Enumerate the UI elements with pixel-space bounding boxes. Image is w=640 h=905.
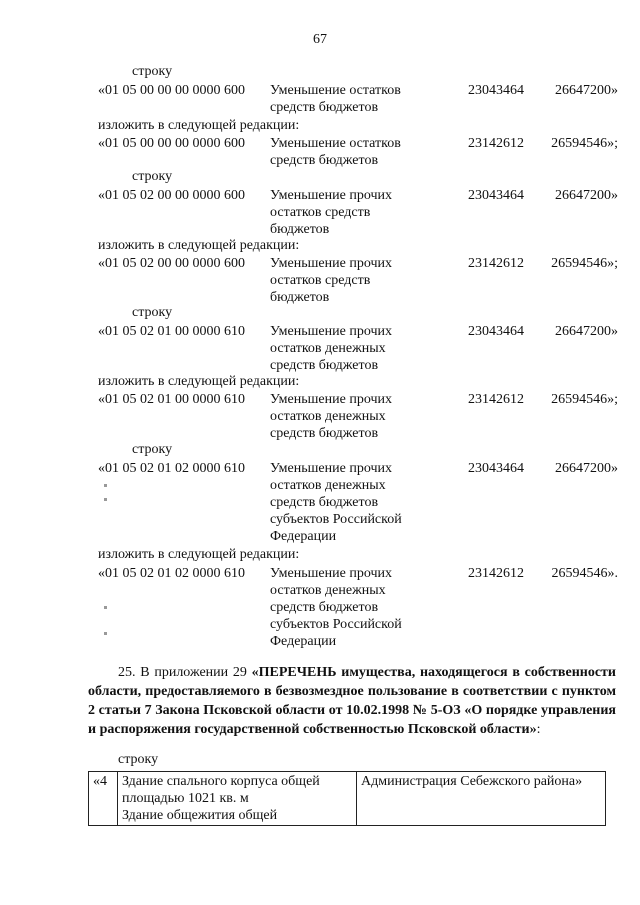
budget-item-name: Уменьшение прочих остатков денежных средств бюджетов [270,392,392,441]
budget-item-name: Уменьшение прочих остатков средств бюджетов [270,188,392,237]
budget-item-name: Уменьшение прочих остатков денежных средств бюджетов [270,324,392,373]
budget-value-2: 26647200» [555,461,618,476]
scan-mark [104,498,107,501]
row-label: строку [132,64,173,79]
budget-value-2: 26594546»; [551,392,618,407]
paragraph-bold-title: «ПЕРЕЧЕНЬ имущества, находящегося в собственности области, предоставляемого в безвозмездное пользование в соответствии с пунктом 2 статьи 7 Закона Псковской области от 10.02.1998 № 5-ОЗ «О порядке управления и распоряжения государственной собственностью Псковской области» [88,665,616,737]
budget-value-1: 23142612 [468,256,524,271]
budget-value-1: 23043464 [468,188,524,203]
budget-value-1: 23043464 [468,324,524,339]
page-number: 67 [313,32,327,47]
property-table [88,771,606,826]
property-line: Здание спального корпуса общей площадью 1021 кв. м [122,774,320,806]
property-description [118,772,357,826]
item-number: «4 [89,772,118,826]
budget-code: «01 05 02 01 00 0000 610 [98,324,245,339]
budget-item-name: Уменьшение прочих остатков денежных средств бюджетов субъектов Российской Федерации [270,566,402,649]
budget-value-2: 26647200» [555,324,618,339]
budget-value-1: 23142612 [468,566,524,581]
budget-value-1: 23142612 [468,136,524,151]
budget-value-2: 26647200» [555,83,618,98]
budget-code: «01 05 00 00 00 0000 600 [98,83,245,98]
budget-value-1: 23142612 [468,392,524,407]
table-row-label: строку [118,752,159,767]
row-label: изложить в следующей редакции: [98,374,300,389]
row-label: изложить в следующей редакции: [98,118,300,133]
amendment-paragraph [88,663,616,739]
budget-code: «01 05 02 01 02 0000 610 [98,461,245,476]
paragraph-intro: 25. В приложении 29 [118,665,252,680]
budget-value-2: 26647200» [555,188,618,203]
budget-code: «01 05 00 00 00 0000 600 [98,136,245,151]
budget-item-name: Уменьшение остатков средств бюджетов [270,136,401,168]
budget-value-2: 26594546»; [551,256,618,271]
table-row [89,772,606,826]
budget-code: «01 05 02 01 00 0000 610 [98,392,245,407]
row-label: изложить в следующей редакции: [98,238,300,253]
scan-mark [104,484,107,487]
scan-mark [104,606,107,609]
budget-item-name: Уменьшение остатков средств бюджетов [270,83,401,115]
scan-mark [104,632,107,635]
row-label: строку [132,169,173,184]
budget-value-2: 26594546». [551,566,618,581]
budget-code: «01 05 02 00 00 0000 600 [98,256,245,271]
budget-value-1: 23043464 [468,461,524,476]
paragraph-end: : [536,722,541,737]
property-holder: Администрация Себежского района» [357,772,606,826]
property-line: Здание общежития общей [122,808,278,823]
budget-item-name: Уменьшение прочих остатков средств бюджетов [270,256,392,305]
budget-item-name: Уменьшение прочих остатков денежных средств бюджетов субъектов Российской Федерации [270,461,402,544]
row-label: строку [132,442,173,457]
budget-value-2: 26594546»; [551,136,618,151]
row-label: строку [132,305,173,320]
row-label: изложить в следующей редакции: [98,547,300,562]
budget-value-1: 23043464 [468,83,524,98]
budget-code: «01 05 02 00 00 0000 600 [98,188,245,203]
budget-code: «01 05 02 01 02 0000 610 [98,566,245,581]
